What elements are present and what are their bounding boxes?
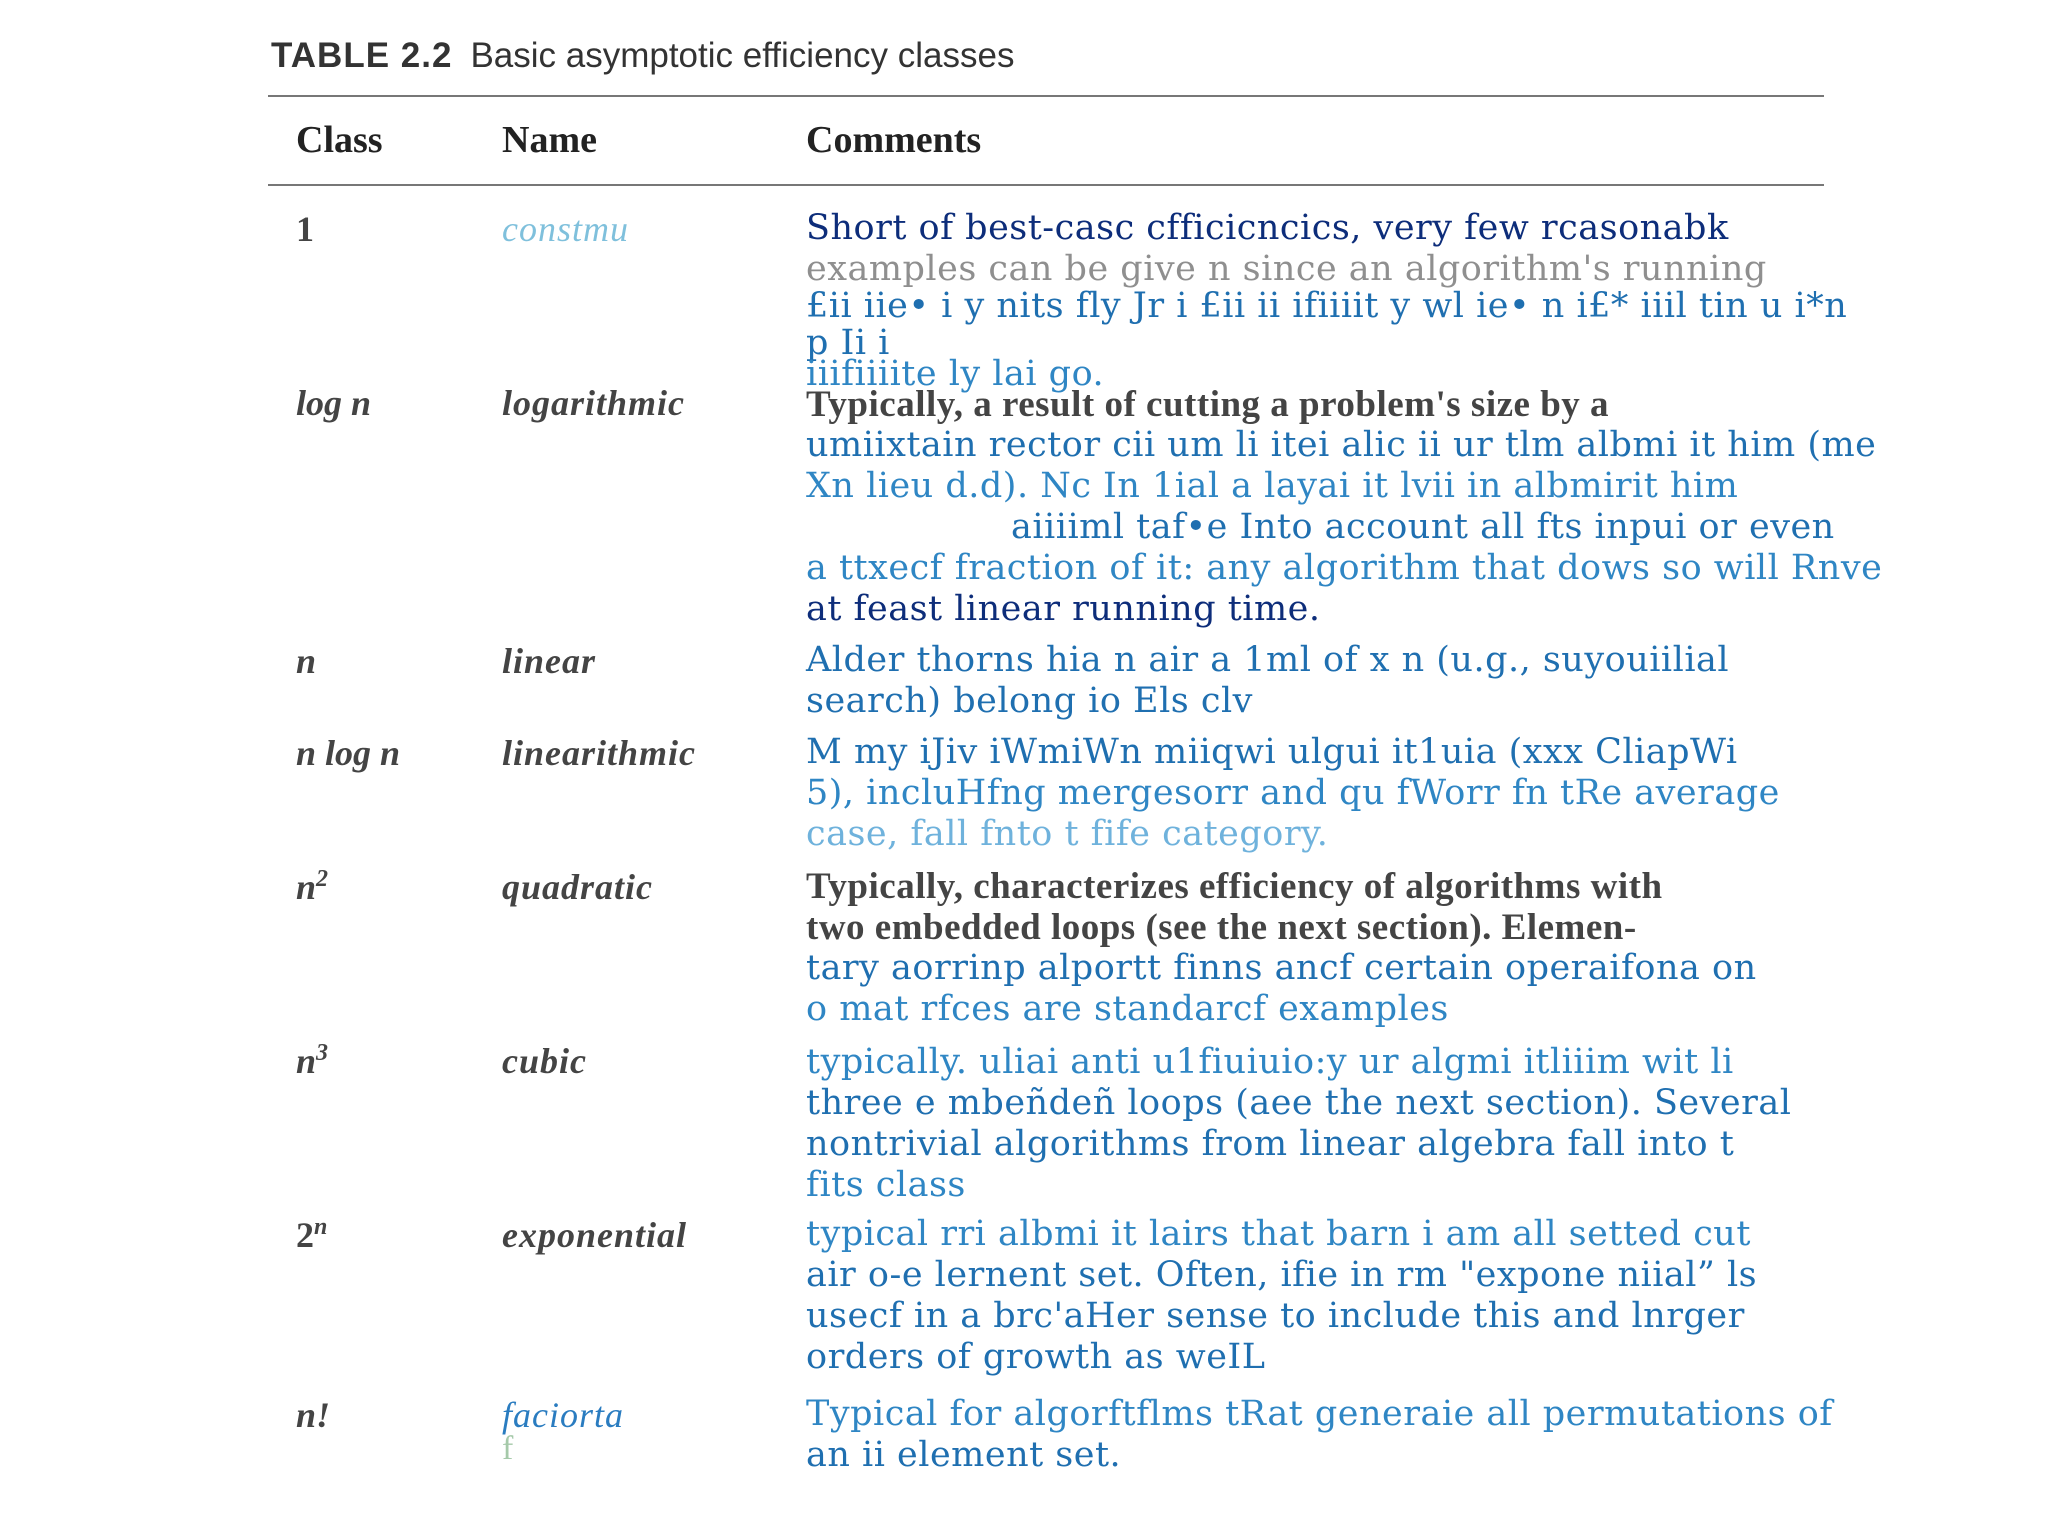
row-3-name: linear — [502, 641, 597, 681]
row-2-comment-line: umiixtain rector cii um li itei alic ii ur tlm albmi it him (me — [806, 425, 1877, 465]
row-6-comment-line: fits class — [806, 1165, 966, 1205]
row-6-comment-line: three e mbeñdeñ loops (aee the next section). Several — [806, 1083, 1792, 1123]
table-caption — [271, 36, 1014, 76]
row-7-comment-line: orders of growth as weIL — [806, 1337, 1266, 1377]
table-number: TABLE 2.2 — [271, 36, 453, 75]
row-1-comment-line: £ii iie• i y nits fly Jr i £ii ii ifiiiit y wl ie• n i£* iiil tin u i*n — [806, 286, 1848, 326]
row-2-comment — [806, 384, 1883, 630]
row-6-name: cubic — [502, 1041, 587, 1081]
row-2-comment-line: a ttxecf fraction of it: any algorithm that dows so will Rnve — [806, 548, 1883, 588]
row-1-comment-line: iiifiiiite ly lai go. — [806, 354, 1105, 394]
row-8-comment — [806, 1394, 1833, 1476]
row-6-class-exponent: 3 — [316, 1040, 329, 1066]
row-7-class — [296, 1214, 327, 1256]
row-3-comment — [806, 640, 1816, 722]
row-5-class-base: n — [296, 867, 317, 907]
header-rule — [268, 184, 1824, 186]
row-7-class-exponent: n — [314, 1214, 328, 1240]
row-4-name: linearithmic — [502, 733, 697, 773]
header-name: Name — [502, 119, 597, 161]
row-6-class — [296, 1040, 328, 1082]
header-class: Class — [296, 119, 383, 161]
row-1-comment-line: p Ii i — [806, 323, 890, 363]
row-1-class: 1 — [296, 209, 314, 249]
row-8-name: faciorta — [502, 1395, 624, 1435]
row-7-class-base: 2 — [296, 1215, 314, 1255]
table-title: Basic asymptotic efficiency classes — [470, 36, 1015, 75]
row-6-comment — [806, 1042, 1816, 1206]
row-2-name: logarithmic — [502, 383, 686, 423]
row-4-comment-line: M my iJiv iWmiWn miiqwi ulgui it1uia (xxx CliapWi — [806, 732, 1738, 772]
row-5-comment-line: two embedded loops (see the next section). Elemen- — [806, 907, 1637, 948]
row-7-name: exponential — [502, 1215, 688, 1255]
header-comments: Comments — [806, 119, 982, 161]
row-5-comment-line: tary aorrinp alportt finns ancf certain operaifona on — [806, 948, 1757, 988]
row-3-comment-line: Alder thorns hia n air a 1ml of x n (u.g., suyouiilial — [806, 640, 1730, 680]
row-8-name-fragment: f — [502, 1430, 514, 1467]
row-4-comment — [806, 732, 1816, 855]
row-7-comment-line: usecf in a brc'aHer sense to include this and lnrger — [806, 1296, 1745, 1336]
row-5-class — [296, 866, 328, 908]
row-8-comment-line: Typical for algorftflms tRat generaie all permutations of — [806, 1394, 1833, 1434]
row-2-comment-line: Typically, a result of cutting a problem's size by a — [806, 384, 1610, 425]
row-8-class: n! — [296, 1395, 331, 1435]
row-7-comment-line: typical rri albmi it lairs that barn i am all setted cut — [806, 1214, 1751, 1254]
row-1-comment-line: Short of best-casc cfficicncics, very few rcasonabk — [806, 208, 1729, 248]
row-5-comment-line: o mat rfces are standarcf examples — [806, 989, 1449, 1029]
row-4-class: n log n — [296, 733, 401, 773]
row-5-class-exponent: 2 — [316, 866, 329, 892]
row-7-comment — [806, 1214, 1816, 1378]
row-6-comment-line: typically. uliai anti u1fiuiuio:y ur algmi itliiim wit li — [806, 1042, 1734, 1082]
row-1-comment-line: examples can be give n since an algorithm's running — [806, 249, 1767, 289]
row-2-comment-line: Xn lieu d.d). Nc In 1ial a layai it lvii in albmirit him — [806, 466, 1739, 506]
row-2-comment-line: at feast linear running time. — [806, 589, 1321, 629]
row-2-class: log n — [296, 383, 372, 423]
row-6-class-base: n — [296, 1041, 317, 1081]
row-7-comment-line: air o-e lernent set. Often, ifie in rm "expone niial” ls — [806, 1255, 1758, 1295]
row-5-comment — [806, 866, 1816, 1030]
top-rule — [268, 95, 1824, 97]
row-5-name: quadratic — [502, 867, 654, 907]
row-8-comment-line: an ii element set. — [806, 1435, 1122, 1475]
row-3-comment-line: search) belong io Els clv — [806, 681, 1253, 721]
row-1-comment — [806, 208, 1848, 395]
row-5-comment-line: Typically, characterizes efficiency of algorithms with — [806, 866, 1663, 907]
row-6-comment-line: nontrivial algorithms from linear algebra fall into t — [806, 1124, 1735, 1164]
row-1-name: constmu — [502, 209, 629, 249]
row-4-comment-line: case, fall fnto t fife category. — [806, 814, 1329, 854]
row-2-comment-line: aiiiiml taf•e Into account all fts inpui or even — [1011, 507, 1835, 547]
row-4-comment-line: 5), incluHfng mergesorr and qu fWorr fn tRe average — [806, 773, 1780, 813]
row-3-class: n — [296, 641, 317, 681]
